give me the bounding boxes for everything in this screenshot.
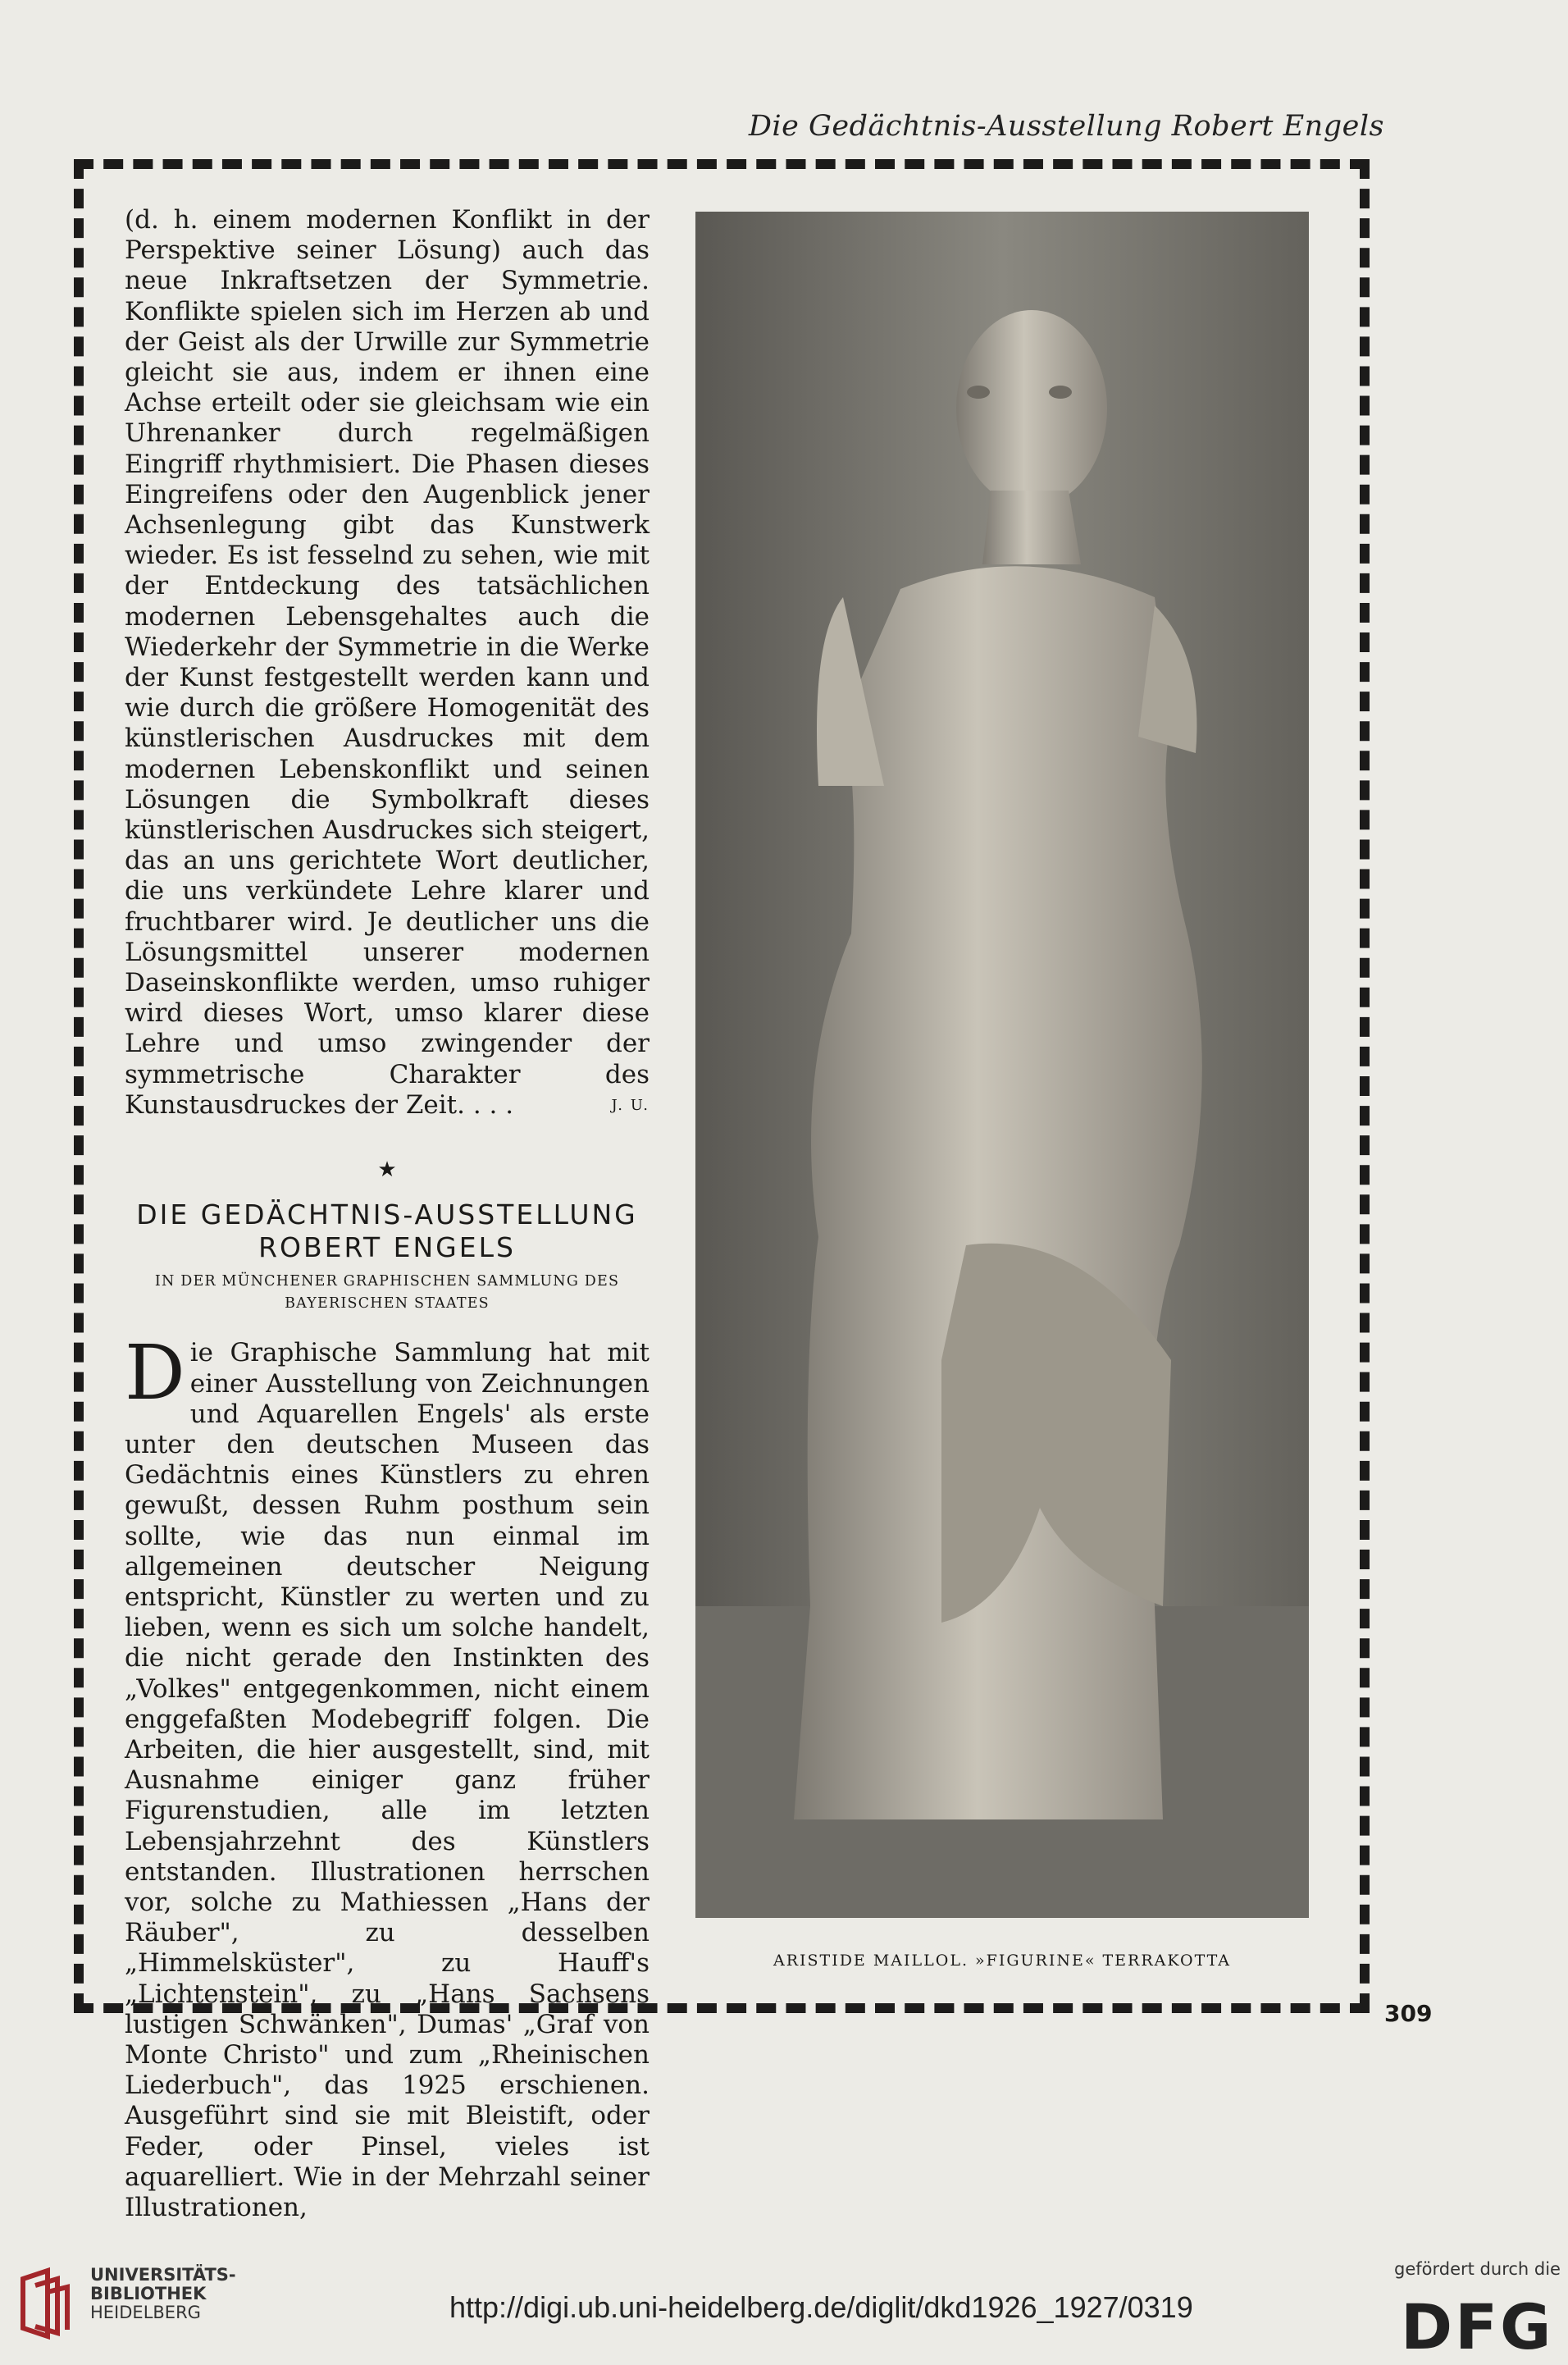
library-name-line1: UNIVERSITÄTS-	[90, 2265, 236, 2285]
footer	[0, 2231, 1568, 2365]
article-body	[125, 1329, 650, 2223]
dfg-logo: DFG	[1401, 2290, 1554, 2363]
figure-caption: ARISTIDE MAILLOL. »FIGURINE« TERRAKOTTA	[773, 1952, 1232, 1970]
article-title-line1: DIE GEDÄCHTNIS-AUSSTELLUNG	[136, 1198, 638, 1231]
article-subtitle: IN DER MÜNCHENER GRAPHISCHEN SAMMLUNG DES BAYERISCHEN STAATES	[154, 1273, 620, 1313]
continuation-text: (d. h. einem modernen Konflikt in der Perspektive seiner Lösung) auch das neue Inkraftsetzen der Symmetrie. Konflikte spielen sich im Herzen ab und der Geist als der Urwille zur Symmetrie gleicht sie aus, indem er ihnen eine Achse erteilt oder sie gleichsam wie ein Uhrenanker durch regelmäßigen Eingriff rhythmisiert. Die Phasen dieses Eingreifens oder den Augenblick jener Achsenlegung gibt das Kunstwerk wieder. Es ist fesselnd zu sehen, wie mit der Entdeckung des tatsächlichen modernen Lebensgehaltes auch die Wiederkehr der Symmetrie in die Werke der Kunst festgestellt werden kann und wie durch die größere Homogenität des künstlerischen Ausdruckes mit dem modernen Lebenskonflikt und seinen Lösungen die Symbolkraft dieses künstlerischen Ausdruckes sich steigert, das an uns gerichtete Wort deutlicher, die uns verkündete Lehre klarer und fruchtbarer wird. Je deutlicher uns die Lösungsmittel unserer modernen Daseinskonflikte werden, umso ruhiger wird dieses Wort, umso klarer diese Lehre und umso zwingender der symmetrische Charakter des Kunstausdruckes der Zeit. . . .	[125, 205, 650, 1120]
article-title-line2: ROBERT ENGELS	[258, 1231, 516, 1264]
library-name	[90, 2266, 236, 2322]
text-column	[125, 205, 650, 2223]
source-url-link[interactable]: http://digi.ub.uni-heidelberg.de/diglit/dkd1926_1927/0319	[449, 2290, 1193, 2324]
page-number: 309	[1384, 2000, 1433, 2027]
running-head: Die Gedächtnis-Ausstellung Robert Engels	[748, 110, 1384, 143]
library-name-line3: HEIDELBERG	[90, 2303, 201, 2322]
drop-cap: D	[125, 1329, 185, 1418]
article-body-text: ie Graphische Sammlung hat mit einer Ausstellung von Zeichnungen und Aquarellen Engels' als erste unter den deutschen Museen das Gedächtnis eines Künstlers zu ehren gewußt, dessen Ruhm posthum sein sollte, wie das nun einmal im allgemeinen deutscher Neigung entspricht, Künstler zu werten und zu lieben, wenn es sich um solche handelt, die nicht gerade den Instinkten des „Volkes" entgegenkommen, nicht einem enggefaßten Modebegriff folgen. Die Arbeiten, die hier ausgestellt, sind, mit Ausnahme einiger ganz früher Figurenstudien, alle im letzten Lebensjahrzehnt des Künstlers entstanden. Illustrationen herrschen vor, solche zu Mathiessen „Hans der Räuber", zu desselben „Himmelsküster", zu Hauff's „Lichtenstein", zu „Hans Sachsens lustigen Schwänken", Dumas' „Graf von Monte Christo" und zum „Rheinischen Liederbuch", das 1925 erschienen. Ausgeführt sind sie mit Bleistift, oder Feder, oder Pinsel, vieles ist aquarelliert. Wie in der Mehrzahl seiner Illustrationen,	[125, 1338, 650, 2222]
funding-label: gefördert durch die	[1394, 2259, 1561, 2279]
library-logo-icon	[15, 2262, 89, 2344]
section-separator: ★	[377, 1157, 397, 1183]
author-signature: J. U.	[611, 1096, 650, 1114]
library-name-line2: BIBLIOTHEK	[90, 2284, 207, 2303]
article-continuation	[125, 205, 650, 1121]
sculpture-photograph	[695, 212, 1309, 1918]
